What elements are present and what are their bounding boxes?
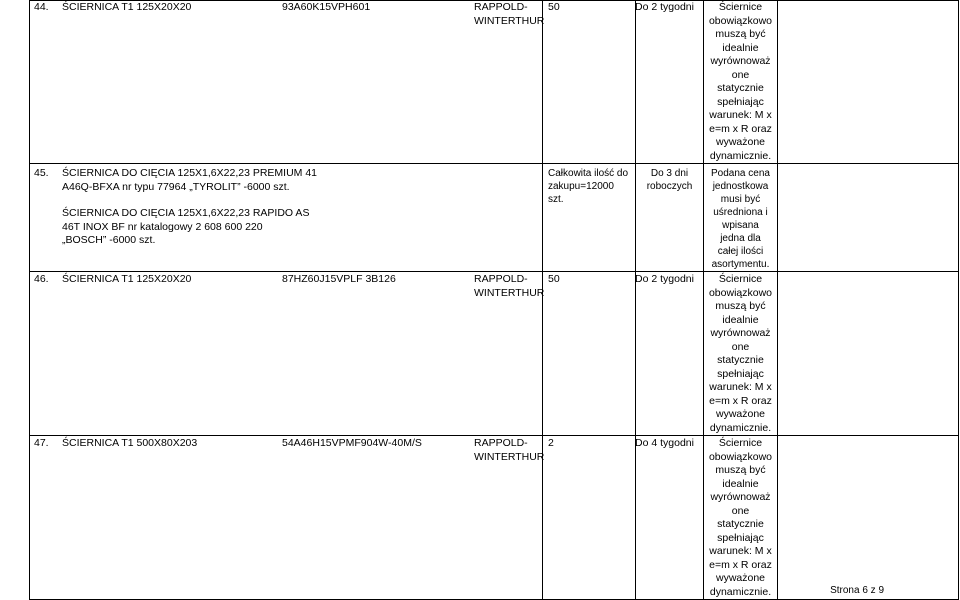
row-number: 44. (34, 1, 49, 13)
row-number: 45. (34, 167, 49, 179)
remark-line: dynamicznie. (709, 585, 772, 598)
remark-line: one (731, 504, 750, 517)
table-row (30, 272, 959, 436)
remark-line: statycznie (717, 354, 764, 366)
item-name: ŚCIERNICA T1 125X20X20 (62, 273, 192, 285)
remark-line: Ściernice (718, 437, 763, 449)
remark-line: statycznie (717, 82, 764, 94)
remark-line: całej ilości (717, 246, 764, 257)
remark-line: Ściernice (718, 1, 763, 13)
remark-line: e=m x R oraz (709, 122, 772, 135)
item-term: Do 4 tygodni (635, 437, 694, 449)
item-maker-line1: RAPPOLD- (474, 1, 528, 13)
blank-cell (778, 436, 959, 600)
remark-line: Ściernice (718, 273, 763, 285)
item-cell (30, 164, 543, 272)
remark-line: warunek: M x (709, 545, 772, 557)
remark-line: muszą być (715, 28, 766, 40)
table-row (30, 164, 959, 272)
item-name: ŚCIERNICA T1 500X80X203 (62, 437, 198, 449)
term-line: Do 3 dni (650, 168, 689, 179)
remark-line: wyważone (715, 572, 766, 584)
item-cell (30, 272, 543, 436)
blank-cell (778, 272, 959, 436)
table-row (30, 1, 959, 164)
item-name: ŚCIERNICA T1 125X20X20 (62, 1, 192, 13)
remark-line: wyważone (715, 408, 766, 420)
row-number: 47. (34, 437, 49, 449)
item-qty: 50 (548, 273, 560, 285)
remark-line: Podana cena (711, 168, 770, 179)
item-qty: 2 (548, 437, 554, 449)
remark-line: one (731, 340, 750, 353)
remark-line: obowiązkowo (708, 14, 773, 27)
item-code: 93A60K15VPH601 (282, 1, 371, 13)
remark-line: statycznie (717, 518, 764, 530)
item-maker-line2: WINTERTHUR (474, 15, 545, 27)
item-maker-line2: WINTERTHUR (474, 287, 545, 299)
remark-line: jedna dla (720, 233, 761, 244)
remark-line: uśredniona i (713, 207, 768, 218)
term-cell (636, 1, 704, 164)
remarks-cell (704, 1, 778, 164)
qty-cell (543, 436, 694, 600)
remark-line: obowiązkowo (708, 450, 773, 463)
qty-cell (543, 272, 694, 436)
page-number: Strona 6 z 9 (830, 585, 884, 596)
item-term: Do 2 tygodni (635, 1, 694, 13)
remark-line: wyrównoważ (710, 327, 771, 339)
qty-line: Całkowita ilość do (548, 168, 629, 179)
item-code: 87HZ60J15VPLF 3B126 (282, 273, 396, 285)
item-cell (30, 436, 543, 600)
term-cell (636, 436, 704, 600)
item-code: 54A46H15VPMF904W-40M/S (282, 437, 422, 449)
remarks-cell (704, 436, 778, 600)
table-row (30, 436, 959, 600)
remark-line: spełniając (717, 531, 764, 544)
remark-line: dynamicznie. (709, 149, 772, 162)
remark-line: jednostkowa (712, 181, 769, 192)
remark-line: wyważone (715, 136, 766, 148)
item-qty: 50 (548, 1, 560, 13)
term-line: roboczych (646, 181, 693, 192)
remark-line: wyrównoważ (710, 55, 771, 67)
item-name-line: ŚCIERNICA DO CIĘCIA 125X1,6X22,23 PREMIUM 41 (62, 167, 318, 179)
qty-cell (543, 1, 694, 164)
blank-cell (778, 1, 959, 164)
remark-line: wpisana (722, 220, 759, 231)
remark-line: spełniając (717, 95, 764, 108)
remark-line: warunek: M x (709, 109, 772, 121)
term-cell (636, 164, 704, 272)
item-maker-line1: RAPPOLD- (474, 437, 528, 449)
item-name-line: „BOSCH” -6000 szt. (62, 234, 156, 246)
qty-cell (543, 164, 636, 272)
item-name-line: 46T INOX BF nr katalogowy 2 608 600 220 (62, 220, 263, 233)
remark-line: asortymentu. (711, 259, 770, 270)
qty-line: zakupu=12000 (548, 181, 614, 192)
qty-line: szt. (548, 194, 564, 205)
remark-line: e=m x R oraz (709, 558, 772, 571)
remark-line: muszą być (715, 464, 766, 476)
item-term: Do 2 tygodni (635, 273, 694, 285)
remark-line: one (731, 68, 750, 81)
remark-line: e=m x R oraz (709, 394, 772, 407)
remark-line: dynamicznie. (709, 421, 772, 434)
item-name-line: A46Q-BFXA nr typu 77964 „TYROLIT” -6000 szt. (62, 180, 290, 193)
blank-cell (778, 164, 959, 272)
remark-line: obowiązkowo (708, 286, 773, 299)
remark-line: muszą być (715, 300, 766, 312)
item-maker-line2: WINTERTHUR (474, 451, 545, 463)
remark-line: musi być (720, 194, 761, 205)
remark-line: idealnie (722, 313, 759, 326)
remark-line: idealnie (722, 41, 759, 54)
term-cell (636, 272, 704, 436)
remark-line: wyrównoważ (710, 491, 771, 503)
remark-line: idealnie (722, 477, 759, 490)
remarks-cell (704, 164, 778, 272)
row-number: 46. (34, 273, 49, 285)
remark-line: warunek: M x (709, 381, 772, 393)
remark-line: spełniając (717, 367, 764, 380)
item-cell (30, 1, 543, 164)
item-name-line: ŚCIERNICA DO CIĘCIA 125X1,6X22,23 RAPIDO AS (62, 207, 310, 219)
item-maker-line1: RAPPOLD- (474, 273, 528, 285)
order-table (29, 0, 959, 600)
remarks-cell (704, 272, 778, 436)
